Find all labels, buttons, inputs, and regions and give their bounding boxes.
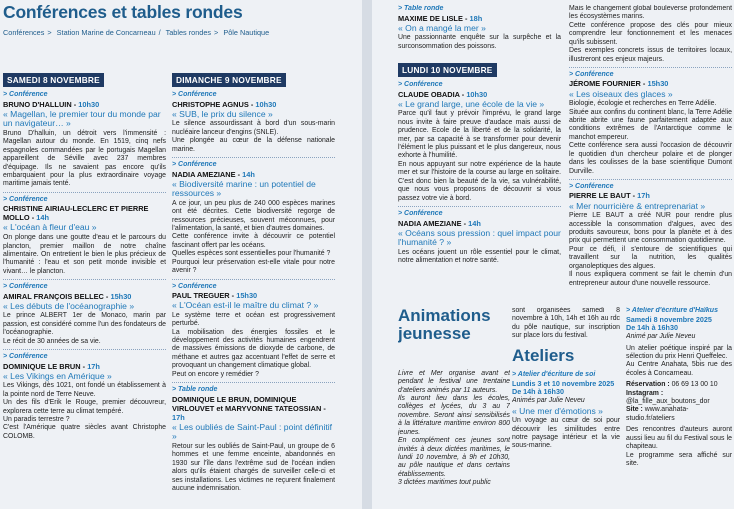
- atelier2-host: Animé par Julie Neveu: [626, 333, 696, 341]
- atelier1-host: Animés par Julie Neveu: [512, 397, 585, 405]
- reservation-label: Réservation :: [626, 381, 670, 389]
- event-time: 14h: [242, 169, 255, 179]
- event-speaker: PIERRE LE BAUT: [569, 191, 631, 201]
- event-tag: > Conférence: [3, 353, 48, 361]
- atelier-haiku-block: [626, 307, 732, 509]
- event-title: « Les oiseaux des glaces »: [569, 88, 673, 99]
- event-card: > Conférence BRUNO D'HALLUIN - 10h30 « Magellan, le premier tour du monde par un navigateur… » Bruno D'halluin, un détroit vers l'immensité : Magellan autour du monde. En 1519, cinq nefs espagnoles commandées par le portugais Magellan appareillent de Séville avec 237 membres d'équipage. Ils ne savaient pas encore qu'ils embarquaient pour la plus extraordinaire voyage maritime jamais tenté.: [3, 91, 166, 188]
- column-saturday: [3, 72, 166, 509]
- event-card: [569, 5, 732, 64]
- atelier1-description: Un voyage au cœur de soi pour découvrir les similitudes entre notre paysage intérieur et la vie sous-marine.: [512, 417, 620, 450]
- event-time: 15h30: [110, 291, 132, 301]
- event-card: > Table ronde DOMINIQUE LE BRUN, DOMINIQUE VIRLOUVET et MARYVONNE TATEOSSIAN - 17h « Les oubliés de Saint-Paul : point définitif » Retour sur les oubliés de Saint-Paul, un groupe de 6 hommes et une femme enceinte, abandonnés en 1930 sur l'île dans l'extrême sud de l'océan indien alors qu'ils étaient chargés de surveiller celle-ci et ses installations. Les victimes ne reçurent finalement aucune indemnisation.: [172, 386, 335, 493]
- event-card: > Conférence JÉROME FOURNIER - 15h30 « Les oiseaux des glaces » Biologie, écologie et recherches en Terre Adélie. Située aux confins du continent blanc, la Terre Adélie abrite abrite une faune parfaitement adaptée aux conditions extrêmes de l'Antarctique comme le manchot empereur. Cette conférence sera aussi l'occasion de découvrir le quotidien d'un chercheur polaire et de plonger dans les coulisses de la base scientifique Dumont Durville.: [569, 70, 732, 175]
- page-title: Conférences et tables rondes: [3, 2, 243, 22]
- atelier2-tag: > Atelier d'écriture d'Haïkus: [626, 307, 718, 314]
- event-card: > Table ronde MAXIME DE LISLE - 18h « On a mangé la mer » Une passionnante enquête sur la surpêche et la surconsommation des poissons.: [398, 5, 561, 50]
- event-title: « Mer nourricière & entreprenariat »: [569, 200, 706, 211]
- ateliers-outro: Des rencontres d'auteurs auront aussi lieu au fil du Festival sous le chapiteau. Le programme sera affiché sur site.: [626, 426, 732, 467]
- event-card: > Conférence CHRISTOPHE AGNUS - 10h30 « SUB, le prix du silence » Le silence assourdissant à bord d'un sous-marin nucléaire lanceur d'engins (SNLE). Une plongée au cœur de la défense nationale marine.: [172, 91, 335, 153]
- event-tag: > Conférence: [172, 91, 217, 99]
- event-time: 18h: [469, 13, 483, 23]
- event-time: 10h30: [78, 99, 100, 109]
- event-title: « Les débuts de l'océanographie »: [3, 300, 135, 311]
- divider: [3, 192, 166, 193]
- event-description: Parce qu'il faut y prévoir l'imprévu, le grand large nous invite à faire preuve d'audace mais aussi de prudence. Ecole de la liberté et de la solidarité, la mer, par sa capacité à se transformer pour devenir l'élément le plus puissant et le plus dangereux, nous exhorte à l'humilité. En nous appuyant sur notre expérience de la haute mer et sur l'histoire de la course au large en solitaire. C'est donc bien la beauté de la vie, sa vulnérabilité, que nous vous proposons de découvrir si vous passez votre vie à bord.: [398, 110, 561, 202]
- event-description: On plonge dans une goutte d'eau et le parcours du plancton, premier maillon de notre chaîne alimentaire. On entretient le bien le plus précieux de l'humanité : l'eau et son petit monde invisible et vivant… le plancton.: [3, 234, 166, 275]
- event-tag: > Table ronde: [172, 386, 218, 394]
- atelier1-time: De 14h à 16h30: [512, 387, 564, 397]
- instagram-label: Instagram :: [626, 389, 664, 397]
- event-speaker: NADIA AMEZIANE: [172, 169, 236, 179]
- event-time: 17h: [637, 191, 650, 201]
- event-speaker: CHRISTOPHE AGNUS: [172, 99, 249, 109]
- event-card: > Conférence AMIRAL FRANÇOIS BELLEC - 15h30 « Les débuts de l'océanographie » Le prince ALBERT 1er de Monaco, marin par passion, est considéré comme l'un des fondateurs de l'océanographie. Le récit de 30 années de sa vie.: [3, 283, 166, 345]
- event-speaker: CHRISTINE AIRIAU-LECLERC ET PIERRE MOLLO: [3, 204, 149, 223]
- event-card: > Conférence NADIA AMEZIANE - 14h « Océans sous pression : quel impact pour l'humanité ? » Les océans jouent un rôle essentiel pour le climat, notre alimentation et notre santé.: [398, 209, 561, 265]
- event-tag: > Conférence: [172, 282, 217, 290]
- event-time: 14h: [468, 218, 481, 228]
- animations-continued: sont organisées samedi 8 novembre à 10h, 14h et 16h au rdc du pôle nautique, sur inscription sur place lors du festival.: [512, 307, 620, 340]
- page-gutter: [362, 0, 372, 509]
- event-speaker: BRUNO D'HALLUIN: [3, 99, 72, 109]
- divider: [569, 179, 732, 180]
- event-title: « SUB, le prix du silence »: [172, 108, 273, 119]
- event-description: Bruno D'halluin, un détroit vers l'immensité : Magellan autour du monde. En 1519, cinq nefs espagnoles commandées par le portugais Magellan appareillent de Séville avec 237 membres d'équipage. Ils ne savaient pas encore qu'ils embarquaient pour la plus extraordinaire voyage maritime jamais tenté.: [3, 129, 166, 188]
- day-header-monday: LUNDI 10 NOVEMBRE: [398, 63, 497, 77]
- event-speaker: JÉROME FOURNIER: [569, 79, 641, 89]
- event-title: « L'Océan est-il le maître du climat ? »: [172, 300, 319, 311]
- event-speaker: PAUL TREGUER: [172, 291, 230, 301]
- event-card: > Conférence CLAUDE OBADIA - 10h30 « Le grand large, une école de la vie » Parce qu'il faut y prévoir l'imprévu, le grand large nous invite à faire preuve d'audace mais aussi de prudence. Ecole de la liberté et de la solidarité, la mer, par sa capacité à se transformer pour devenir l'élément le plus puissant et le plus dangereux, nous exhorte à l'humilité. En nous appuyant sur notre expérience de la haute mer et sur l'histoire de la course au large en solitaire. C'est donc bien la beauté de la vie, sa vulnérabilité, que nous vous proposons de découvrir si vous passez votre vie à bord.: [398, 81, 561, 202]
- event-time: 15h30: [236, 291, 258, 301]
- event-description: A ce jour, un peu plus de 240 000 espèces marines ont été décrites. Cette biodiversité regorge de ressources précieuses, souvent méconnues, pour l'alimentation, la santé, et bien d'autres domaines. Cette conférence invite à découvrir ce potentiel fascinant offert par les océans. Quelles espèces sont essentielles pour l'humanité ? Pourquoi leur préservation est-elle vitale pour notre avenir ?: [172, 199, 335, 275]
- event-description: Biologie, écologie et recherches en Terre Adélie. Située aux confins du continent blanc, la Terre Adélie abrite abrite une faune parfaitement adaptée aux conditions extrêmes de l'Antarctique comme le manchot empereur. Cette conférence sera aussi l'occasion de découvrir le quotidien d'un chercheur polaire et de plonger dans les coulisses de la base scientifique Dumont Durville.: [569, 100, 732, 175]
- event-title: « Océans sous pression : quel impact pour l'humanité ? »: [398, 227, 561, 248]
- event-title: « Le grand large, une école de la vie »: [398, 98, 545, 109]
- event-title: « On a mangé la mer »: [398, 22, 486, 33]
- event-description: Les océans jouent un rôle essentiel pour le climat, notre alimentation et notre santé.: [398, 248, 561, 265]
- left-page: [0, 0, 362, 509]
- divider: [172, 157, 335, 158]
- divider: [398, 206, 561, 207]
- event-tag: > Conférence: [3, 91, 48, 99]
- instagram-handle[interactable]: @la_fille_aux_boutons_dor: [626, 398, 710, 406]
- divider: [3, 349, 166, 350]
- site-label: Site :: [626, 406, 643, 414]
- atelier1-title: « Une mer d'émotions »: [512, 405, 603, 416]
- event-card: > Conférence PIERRE LE BAUT - 17h « Mer nourricière & entreprenariat » Pierre LE BAUT a créé NUR pour rendre plus accessible la consommation d'algues, avec des produits savoureux, bons pour la planète et à des prix qui permettent une consommation quotidienne. Pour ce défi, il s'entoure de scientifiques qui travaillent sur la nutrition, les qualités organoleptiques des algues. Il nous expliquera comment se fait le chemin d'un entrepreneur autour d'une nouvelle ressource.: [569, 182, 732, 287]
- event-speaker: CLAUDE OBADIA: [398, 89, 460, 99]
- reservation-phone[interactable]: 06 69 13 00 10: [671, 381, 718, 389]
- event-title: « Les Vikings en Amérique »: [3, 370, 112, 381]
- event-speaker: DOMINIQUE LE BRUN, DOMINIQUE VIRLOUVET et MARYVONNE TATEOSSIAN: [172, 394, 322, 413]
- animations-intro: Livre et Mer organise avant et pendant le festival une trentaine d'ateliers animés par 11 auteurs. Ils auront lieu dans les écoles, collèges et lycées, du 3 au 7 novembre. Seront ainsi sensibilisés à la littérature maritime environ 800 jeunes. En complément ces jeunes sont invités à deux dictées maritimes, le lundi 10 novembre, à 9h et 10h30, au pôle nautique et dans certains établissements. 3 dictées maritimes tout public: [398, 369, 510, 487]
- event-title: « Biodiversité marine : un potentiel de ressources »: [172, 178, 316, 199]
- event-time: 14h: [36, 213, 50, 223]
- event-description: Mais le changement global bouleverse profondément les écosystèmes marins. Cette conférence propose des clés pour mieux comprendre leur fonctionnement et les menaces qu'ils subissent. Des exemples concrets issus de territoires locaux, illustreront ces enjeux majeurs.: [569, 5, 732, 63]
- event-title: « Magellan, le premier tour du monde par un navigateur… »: [3, 108, 161, 129]
- event-time: 17h: [87, 361, 100, 371]
- ateliers-heading: Ateliers: [512, 345, 575, 365]
- event-description: Le système terre et océan est progressivement perturbé. La mobilisation des énergies fossiles et le développement des activités humaines engendrent de massives émissions de dioxyde de carbone, de méthane et autres gaz accentuant l'effet de serre et provoquant un changement climatique global. Peut on encore y remédier ?: [172, 311, 335, 378]
- atelier1-tag: > Atelier d'écriture de soi: [512, 371, 596, 379]
- atelier2-time: De 14h à 16h30: [626, 323, 678, 333]
- event-title: « L'océan à fleur d'eau »: [3, 222, 97, 233]
- atelier2-date: Samedi 8 novembre 2025: [626, 314, 712, 324]
- event-tag: > Conférence: [398, 81, 443, 89]
- event-description: Le prince ALBERT 1er de Monaco, marin par passion, est considéré comme l'un des fondateurs de l'océanographie. Le récit de 30 années de sa vie.: [3, 312, 166, 345]
- event-speaker: AMIRAL FRANÇOIS BELLEC: [3, 291, 104, 301]
- atelier1-dates: Lundis 3 et 10 novembre 2025: [512, 378, 615, 388]
- divider: [172, 279, 335, 280]
- site-url[interactable]: www.anahata-studio.fr/ateliers: [626, 406, 689, 422]
- event-tag: > Conférence: [3, 195, 48, 203]
- breadcrumb-item-3[interactable]: Pôle Nautique: [223, 28, 270, 37]
- event-tag: > Conférence: [398, 209, 443, 217]
- event-card: > Conférence PAUL TREGUER - 15h30 « L'Océan est-il le maître du climat ? » Le système terre et océan est progressivement perturbé. La mobilisation des énergies fossiles et le développement des activités humaines engendrent de massives émissions de dioxyde de carbone, de méthane et autres gaz accentuant l'effet de serre et provoquant un changement climatique global. Peut on encore y remédier ?: [172, 282, 335, 378]
- event-tag: > Table ronde: [398, 5, 444, 12]
- event-tag: > Conférence: [172, 160, 217, 168]
- event-card: > Conférence CHRISTINE AIRIAU-LECLERC ET PIERRE MOLLO - 14h « L'océan à fleur d'eau » On plonge dans une goutte d'eau et le parcours du plancton, premier maillon de notre chaîne alimentaire. On entretient le bien le plus précieux de l'humanité : l'eau et son petit monde invisible et vivant… le plancton.: [3, 195, 166, 275]
- event-speaker: NADIA AMEZIANE: [398, 218, 462, 228]
- event-description: Les Vikings, dès 1021, ont fondé un établissement à la pointe nord de Terre Neuve. Un des fils d'Erik le Rouge, premier découvreur, explorera cette terre au climat tempéré. Un paradis terrestre ? C'est l'Amérique quatre siècles avant Christophe COLOMB.: [3, 382, 166, 440]
- column-monday-continued: [569, 5, 732, 305]
- column-sunday: [172, 72, 335, 509]
- event-description: Le silence assourdissant à bord d'un sous-marin nucléaire lanceur d'engins (SNLE). Une plongée au cœur de la défense nationale marine.: [172, 120, 335, 153]
- event-description: Une passionnante enquête sur la surpêche et la surconsommation des poissons.: [398, 34, 561, 50]
- animations-block: [398, 307, 510, 509]
- breadcrumb: Conférences > Station Marine de Concarneau / Tables rondes > Pôle Nautique: [3, 28, 270, 37]
- ateliers-block: [512, 307, 620, 509]
- atelier2-description: Un atelier poétique inspiré par la sélection du prix Henri Queffelec. Au Centre Anahata, 5bis rue des écoles à Concarneau.: [626, 344, 732, 377]
- divider: [172, 382, 335, 383]
- event-tag: > Conférence: [569, 70, 614, 78]
- event-card: > Conférence DOMINIQUE LE BRUN - 17h « Les Vikings en Amérique » Les Vikings, dès 1021, ont fondé un établissement à la pointe nord de Terre Neuve. Un des fils d'Erik le Rouge, premier découvreur, explorera cette terre au climat tempéré. Un paradis terrestre ? C'est l'Amérique quatre siècles avant Christophe COLOMB.: [3, 353, 166, 440]
- event-tag: > Conférence: [569, 182, 614, 190]
- event-description: Retour sur les oubliés de Saint-Paul, un groupe de 6 hommes et une femme enceinte, abandonnés en 1930 sur l'île dans l'extrême sud de l'océan indien alors qu'ils étaient chargés de surveiller celle-ci et ses installations. Les victimes ne reçurent finalement aucune indemnisation.: [172, 443, 335, 493]
- divider: [569, 67, 732, 68]
- day-header-sunday: DIMANCHE 9 NOVEMBRE: [172, 73, 286, 87]
- divider: [3, 279, 166, 280]
- animations-heading: Animations jeunesse: [398, 307, 491, 344]
- event-description: Pierre LE BAUT a créé NUR pour rendre plus accessible la consommation d'algues, avec des produits savoureux, bons pour la planète et à des prix qui permettent une consommation quotidienne. Pour ce défi, il s'entoure de scientifiques qui travaillent sur la nutrition, les qualités organoleptiques des algues. Il nous expliquera comment se fait le chemin d'un entrepreneur autour d'une nouvelle ressource.: [569, 212, 732, 287]
- event-speaker: DOMINIQUE LE BRUN: [3, 361, 81, 371]
- breadcrumb-item-2[interactable]: Tables rondes: [165, 28, 212, 37]
- event-time: 17h: [172, 412, 185, 422]
- breadcrumb-item-1[interactable]: Station Marine de Concarneau: [56, 28, 156, 37]
- event-speaker: MAXIME DE LISLE: [398, 13, 463, 23]
- event-tag: > Conférence: [3, 283, 48, 291]
- event-time: 15h30: [647, 79, 669, 89]
- event-title: « Les oubliés de Saint-Paul : point définitif »: [172, 421, 333, 442]
- column-monday: [398, 5, 561, 305]
- event-time: 10h30: [466, 89, 488, 99]
- right-page: [372, 0, 734, 509]
- event-time: 10h30: [255, 99, 277, 109]
- breadcrumb-item-0[interactable]: Conférences: [3, 28, 45, 37]
- event-card: > Conférence NADIA AMEZIANE - 14h « Biodiversité marine : un potentiel de ressources » A ce jour, un peu plus de 240 000 espèces marines ont été décrites. Cette biodiversité regorge de ressources précieuses, souvent méconnues, pour l'alimentation, la santé, et bien d'autres domaines. Cette conférence invite à découvrir ce potentiel fascinant offert par les océans. Quelles espèces sont essentielles pour l'humanité ? Pourquoi leur préservation est-elle vitale pour notre avenir ?: [172, 160, 335, 275]
- day-header-saturday: SAMEDI 8 NOVEMBRE: [3, 73, 104, 87]
